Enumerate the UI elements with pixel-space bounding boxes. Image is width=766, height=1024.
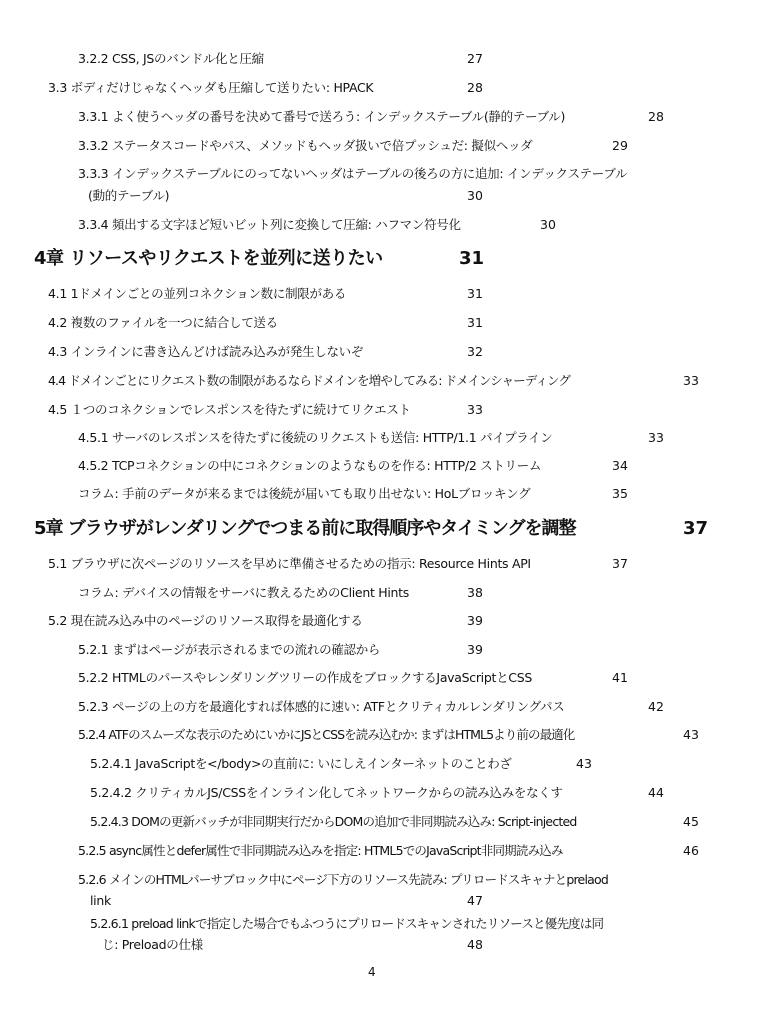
toc-entry-title[interactable]: 3.2.2 CSS, JSのバンドル化と圧縮 (78, 51, 264, 66)
toc-entry-page: 34 (612, 458, 628, 473)
toc-entry-title[interactable]: 5.2.4.1 JavaScriptを</body>の直前に: いにしえインターネットのことわざ (90, 756, 512, 771)
toc-entry-page: 43 (683, 727, 699, 742)
toc-entry-title[interactable]: 5.2.3 ページの上の方を最適化すれば体感的に速い: ATFとクリティカルレンダリングパス (78, 699, 565, 714)
chapter-page: 37 (683, 518, 709, 539)
toc-entry-page: 43 (576, 756, 592, 771)
toc-entry-page: 33 (467, 402, 483, 417)
toc-entry-page: 28 (648, 109, 664, 124)
toc-entry-title[interactable]: 4.3 インラインに書き込んどけば読み込みが発生しないぞ (48, 344, 364, 359)
toc-entry-title[interactable]: 4.1 1ドメインごとの並列コネクション数に制限がある (48, 286, 347, 301)
toc-entry-page: 31 (467, 286, 483, 301)
toc-entry-page: 33 (648, 430, 664, 445)
toc-entry-page: 47 (467, 893, 483, 908)
toc-entry-page: 45 (683, 814, 699, 829)
toc-entry-title[interactable]: 5.2.4.3 DOMの更新バッチが非同期実行だからDOMの追加で非同期読み込み: Script-injected (90, 814, 577, 829)
page-number: 4 (368, 965, 376, 979)
toc-entry-page: 35 (612, 486, 628, 501)
toc-entry-page: 32 (467, 344, 483, 359)
toc-entry-page: 42 (648, 699, 664, 714)
toc-entry-page: 30 (540, 217, 556, 232)
toc-entry-page: 31 (467, 315, 483, 330)
toc-entry-title[interactable]: 4.5 １つのコネクションでレスポンスを待たずに続けてリクエスト (48, 402, 411, 417)
toc-entry-page: 29 (612, 138, 628, 153)
toc-entry-title[interactable]: 5.1 ブラウザに次ページのリソースを早めに準備させるための指示: Resource Hints API (48, 556, 531, 571)
toc-entry-title[interactable]: 5.2.6.1 preload linkで指定した場合でもふつうにプリロードスキャンされたリソースと優先度は同 (90, 916, 604, 931)
toc-entry-title[interactable]: 5.2.1 まずはページが表示されるまでの流れの確認から (78, 642, 381, 657)
toc-entry-title[interactable]: 5.2.2 HTMLのパースやレンダリングツリーの作成をブロックするJavaScriptとCSS (78, 670, 532, 685)
toc-entry-page: 39 (467, 642, 483, 657)
toc-entry-page: 38 (467, 585, 483, 600)
toc-entry-title[interactable]: 4.5.2 TCPコネクションの中にコネクションのようなものを作る: HTTP/2 ストリーム (78, 458, 542, 473)
toc-entry-title[interactable]: 5.2.4 ATFのスムーズな表示のためにいかにJSとCSSを読み込むか: まずはHTML5より前の最適化 (78, 727, 575, 742)
toc-entry-title[interactable]: 3.3.1 よく使うヘッダの番号を決めて番号で送ろう: インデックステーブル(静的テーブル) (78, 109, 566, 124)
toc-entry-title-continuation[interactable]: じ: Preloadの仕様 (102, 937, 203, 952)
chapter-page: 31 (459, 248, 485, 269)
toc-entry-title[interactable]: 5.2.5 async属性とdefer属性で非同期読み込みを指定: HTML5でのJavaScript非同期読み込み (78, 843, 563, 858)
toc-entry-page: 48 (467, 937, 483, 952)
toc-entry-page: 39 (467, 613, 483, 628)
toc-entry-title[interactable]: コラム: デバイスの情報をサーバに教えるためのClient Hints (78, 585, 409, 600)
toc-entry-title[interactable]: 3.3.2 ステータスコードやパス、メソッドもヘッダ扱いで倍プッシュだ: 擬似ヘッダ (78, 138, 533, 153)
toc-entry-title[interactable]: コラム: 手前のデータが来るまでは後続が届いても取り出せない: HoLブロッキング (78, 486, 531, 501)
toc-entry-title[interactable]: 5.2.4.2 クリティカルJS/CSSをインライン化してネットワークからの読み込みをなくす (90, 785, 563, 800)
toc-entry-title[interactable]: 3.3.3 インデックステーブルにのってないヘッダはテーブルの後ろの方に追加: インデックステーブル (78, 166, 628, 181)
toc-entry-title-continuation[interactable]: link (90, 893, 111, 908)
toc-entry-page: 30 (467, 188, 483, 203)
toc-entry-page: 27 (467, 51, 483, 66)
toc-entry-title[interactable]: 4.2 複数のファイルを一つに結合して送る (48, 315, 278, 330)
toc-entry-title[interactable]: 5.2.6 メインのHTMLパーサブロック中にページ下方のリソース先読み: プリロードスキャナとprelaod (78, 872, 608, 887)
toc-entry-page: 37 (612, 556, 628, 571)
toc-entry-page: 33 (683, 373, 699, 388)
toc-entry-title[interactable]: 4.4 ドメインごとにリクエスト数の制限があるならドメインを増やしてみる: ドメインシャーディング (48, 373, 571, 388)
chapter-title[interactable]: 5章 ブラウザがレンダリングでつまる前に取得順序やタイミングを調整 (34, 518, 576, 539)
toc-entry-page: 46 (683, 843, 699, 858)
toc-entry-title-continuation[interactable]: (動的テーブル) (88, 188, 170, 203)
toc-entry-page: 41 (612, 670, 628, 685)
toc-entry-page: 28 (467, 80, 483, 95)
toc-entry-title[interactable]: 4.5.1 サーバのレスポンスを待たずに後続のリクエストも送信: HTTP/1.1 パイプライン (78, 430, 553, 445)
chapter-title[interactable]: 4章 リソースやリクエストを並列に送りたい (34, 248, 383, 269)
toc-entry-title[interactable]: 5.2 現在読み込み中のページのリソース取得を最適化する (48, 613, 363, 628)
toc-entry-page: 44 (648, 785, 664, 800)
toc-entry-title[interactable]: 3.3.4 頻出する文字ほど短いビット列に変換して圧縮: ハフマン符号化 (78, 217, 461, 232)
toc-entry-title[interactable]: 3.3 ボディだけじゃなくヘッダも圧縮して送りたい: HPACK (48, 80, 374, 95)
